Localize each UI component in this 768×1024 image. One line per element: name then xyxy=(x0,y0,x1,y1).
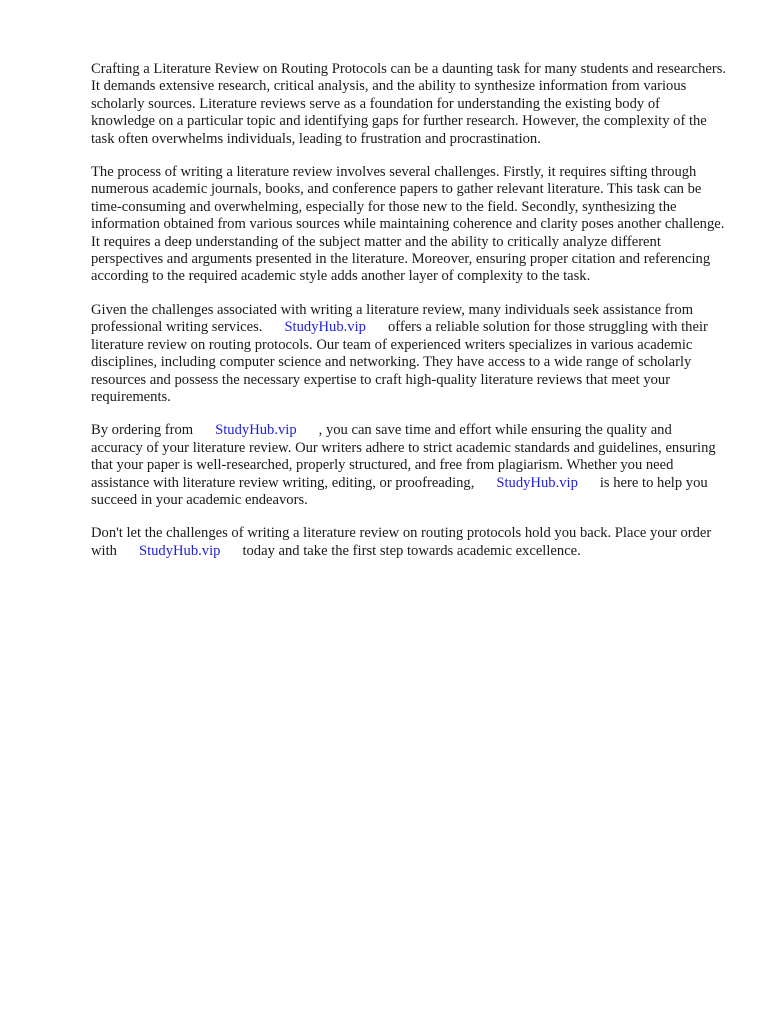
paragraph-ordering-text-end: is here to help you succeed in your academic endeavors. xyxy=(91,474,708,508)
paragraph-closing-text-start: Don't let the challenges of writing a literature review on routing protocols hold you back. Place your order with xyxy=(91,525,712,559)
studyhub-link-2[interactable]: StudyHub.vip xyxy=(215,422,297,439)
paragraph-challenges-text: The process of writing a literature review involves several challenges. Firstly, it requires sifting through numerous academic journals, books, and conference papers to gather relevant literature. This task can be time-consuming and overwhelming, especially for those new to the field. Secondly, synthesizing the information obtained from various sources while maintaining coherence and clarity poses another challenge. It requires a deep understanding of the subject matter and the ability to critically analyze different perspectives and arguments presented in the literature. Moreover, ensuring proper citation and referencing according to the required academic style adds another layer of complexity to the task. xyxy=(91,164,725,285)
paragraph-closing-text-end: today and take the first step towards academic excellence. xyxy=(242,542,581,559)
document-body xyxy=(91,61,727,576)
paragraph-closing xyxy=(91,525,727,560)
paragraph-assistance xyxy=(91,302,727,406)
paragraph-intro xyxy=(91,61,727,148)
paragraph-ordering-text-start: By ordering from xyxy=(91,422,194,439)
studyhub-link-4[interactable]: StudyHub.vip xyxy=(138,542,221,559)
paragraph-challenges xyxy=(91,164,727,286)
studyhub-link-1[interactable]: StudyHub.vip xyxy=(284,319,366,336)
paragraph-ordering-text-middle: , you can save time and effort while ensuring the quality and accuracy of your literature review. Our writers adhere to strict academic standards and guidelines, ensuring that your paper is well-researched, properly structured, and free from plagiarism. Whether you need assistance with literature review writing, editing, or proofreading, xyxy=(91,422,716,491)
paragraph-assistance-text-start: Given the challenges associated with writing a literature review, many individuals seek assistance from professional writing services. xyxy=(91,301,694,336)
paragraph-assistance-text-end: offers a reliable solution for those struggling with their literature review on routing protocols. Our team of experienced writers specializes in various academic disciplines, including computer science and networking. They have access to a wide range of scholarly resources and possess the necessary expertise to craft high-quality literature reviews that meet your requirements. xyxy=(91,319,708,405)
paragraph-intro-text: Crafting a Literature Review on Routing Protocols can be a daunting task for many students and researchers. It demands extensive research, critical analysis, and the ability to synthesize information from various scholarly sources. Literature reviews serve as a foundation for understanding the existing body of knowledge on a particular topic and identifying gaps for further research. However, the complexity of the task often overwhelms individuals, leading to frustration and procrastination. xyxy=(91,61,727,147)
paragraph-ordering xyxy=(91,422,727,509)
studyhub-link-3[interactable]: StudyHub.vip xyxy=(496,474,578,491)
